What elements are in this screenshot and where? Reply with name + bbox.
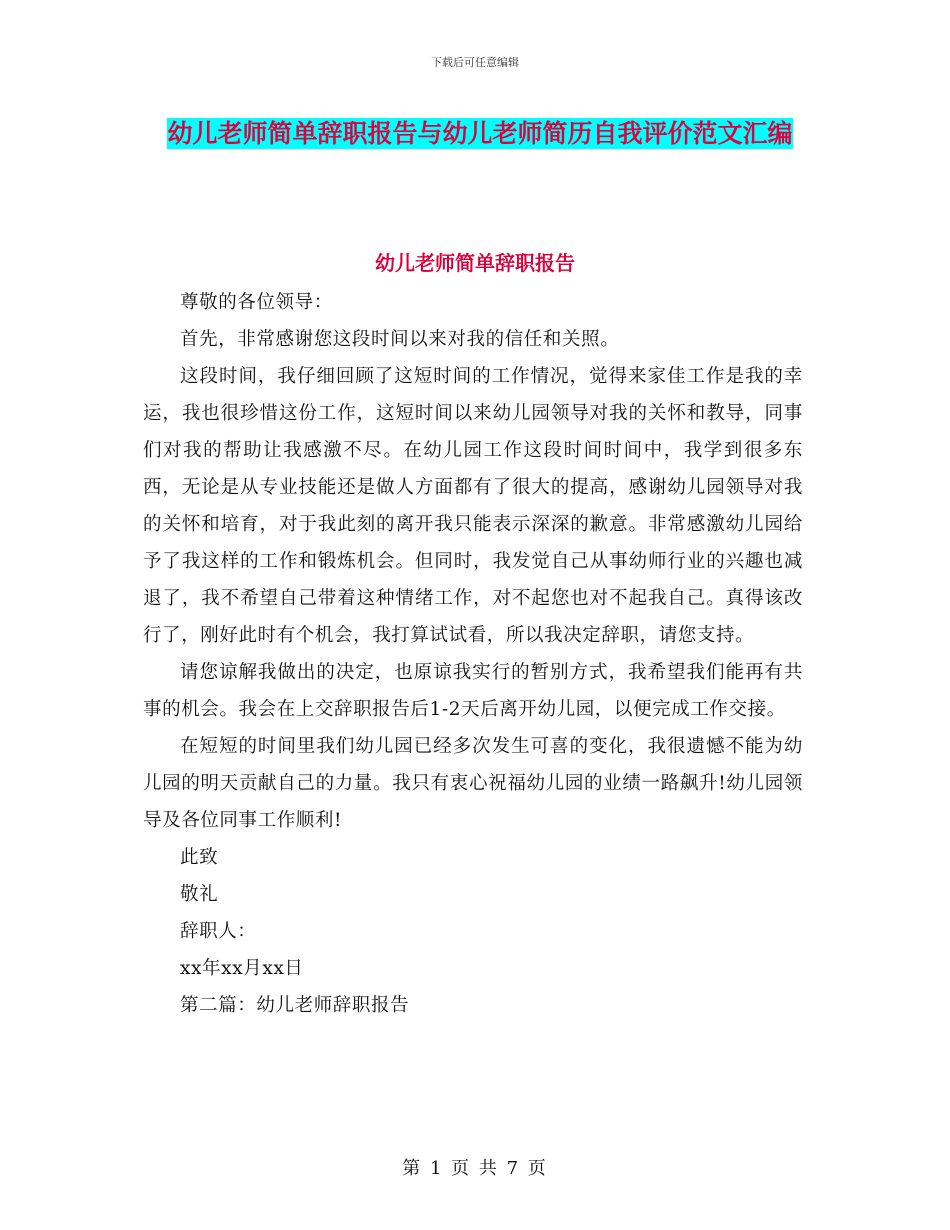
- paragraph-main: 这段时间，我仔细回顾了这短时间的工作情况，觉得来家佳工作是我的幸运，我也很珍惜这份工作，这短时间以来幼儿园领导对我的关怀和教导，同事们对我的帮助让我感激不尽。在幼儿园工作这段时间时间中，我学到很多东西，无论是从专业技能还是做人方面都有了很大的提高，感谢幼儿园领导对我的关怀和培育，对于我此刻的离开我只能表示深深的歉意。非常感激幼儿园给予了我这样的工作和锻炼机会。但同时，我发觉自己从事幼师行业的兴趣也减退了，我不希望自己带着这种情绪工作，对不起您也对不起我自己。真得该改行了，刚好此时有个机会，我打算试试看，所以我决定辞职，请您支持。: [143, 366, 803, 646]
- signature-date: xx年xx月xx日: [180, 958, 304, 979]
- document-body: [143, 284, 803, 1024]
- paragraph-salutation: 尊敬的各位领导：: [180, 292, 333, 313]
- paragraph-apology: 请您谅解我做出的决定，也原谅我实行的暂别方式，我希望我们能再有共事的机会。我会在上交辞职报告后1-2天后离开幼儿园，以便完成工作交接。: [143, 662, 803, 720]
- paragraph-wishes: 在短短的时间里我们幼儿园已经多次发生可喜的变化，我很遗憾不能为幼儿园的明天贡献自己的力量。我只有衷心祝福幼儿园的业绩一路飙升!幼儿园领导及各位同事工作顺利!: [143, 736, 803, 831]
- main-title: [140, 112, 820, 156]
- paragraph-thanks: 首先，非常感谢您这段时间以来对我的信任和关照。: [180, 329, 620, 350]
- main-title-text: 幼儿老师简单辞职报告与幼儿老师简历自我评价范文汇编: [167, 119, 793, 148]
- closing-cizhi: 此致: [180, 847, 219, 868]
- signature-label: 辞职人：: [180, 921, 257, 942]
- header-note: 下载后可任意编辑: [431, 56, 519, 69]
- second-section-heading: 第二篇：幼儿老师辞职报告: [180, 995, 410, 1016]
- closing-jingli: 敬礼: [180, 884, 219, 905]
- page-number-footer: 第 1 页 共 7 页: [402, 1158, 548, 1179]
- section-title: 幼儿老师简单辞职报告: [375, 251, 575, 275]
